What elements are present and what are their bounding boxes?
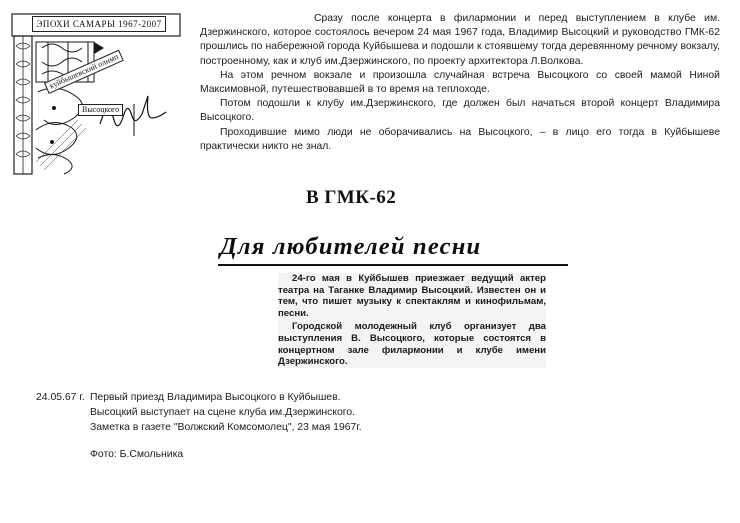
clipping-rule <box>218 264 568 266</box>
intro-paragraph: Потом подошли к клубу им.Дзержинского, где должен был начаться второй концерт Владимира Высоцкого. <box>200 98 720 124</box>
emblem-banner-text: ЭПОХИ САМАРЫ 1967-2007 <box>32 16 166 32</box>
ornamental-emblem <box>8 12 186 180</box>
clipping-paragraph: 24-го мая в Куйбышев приезжает ведущий актер театра на Таганке Владимир Высоцкий. Известен он и тем, что пишет музыку к спектаклям и кинофильмам, песни. <box>278 273 546 319</box>
caption-date: 24.05.67 г. <box>36 392 85 403</box>
clipping-body <box>278 273 546 368</box>
caption-line: Заметка в газете "Волжский Комсомолец", 23 мая 1967г. <box>90 422 362 433</box>
intro-paragraph: Сразу после концерта в филармонии и перед выступлением в клубе им. Дзержинского, которое состоялось вечером 24 мая 1967 года, Владимир Высоцкий и руководство ГМК-62 прошлись по набережной города Куйбышева и подошли к стоявшему тогда деревянному речному вокзалу, построенному, как и клуб им.Дзержинского, по проекту архитектора Л.Волкова. <box>200 13 720 67</box>
intro-paragraph: На этом речном вокзале и произошла случайная встреча Высоцкого со своей мамой Ниной Максимовной, путешествовавшей в то время на теплоходе. <box>200 69 720 96</box>
clipping-section-title: В ГМК-62 <box>306 187 397 208</box>
clipping-headline: Для любителей песни <box>220 233 482 260</box>
caption-line: Высоцкий выступает на сцене клуба им.Дзержинского. <box>90 407 356 418</box>
emblem-ribbon-name: Высоцкого <box>78 104 123 116</box>
intro-paragraph: Проходившие мимо люди не оборачивались на Высоцкого, – в лицо его тогда в Куйбышеве практически никто не знал. <box>200 126 720 152</box>
ornament-frame-icon <box>8 12 186 180</box>
clipping-paragraph: Городской молодежный клуб организует два выступления В. Высоцкого, которые состоятся в концертном зале филармонии и клубе имени Дзержинского. <box>278 321 546 368</box>
caption-line: Первый приезд Владимира Высоцкого в Куйбышев. <box>90 392 341 403</box>
emblem-ribbon-text: куйбышевский олимп <box>44 49 124 93</box>
intro-text-block <box>200 12 720 154</box>
photo-credit: Фото: Б.Смольника <box>90 449 184 460</box>
